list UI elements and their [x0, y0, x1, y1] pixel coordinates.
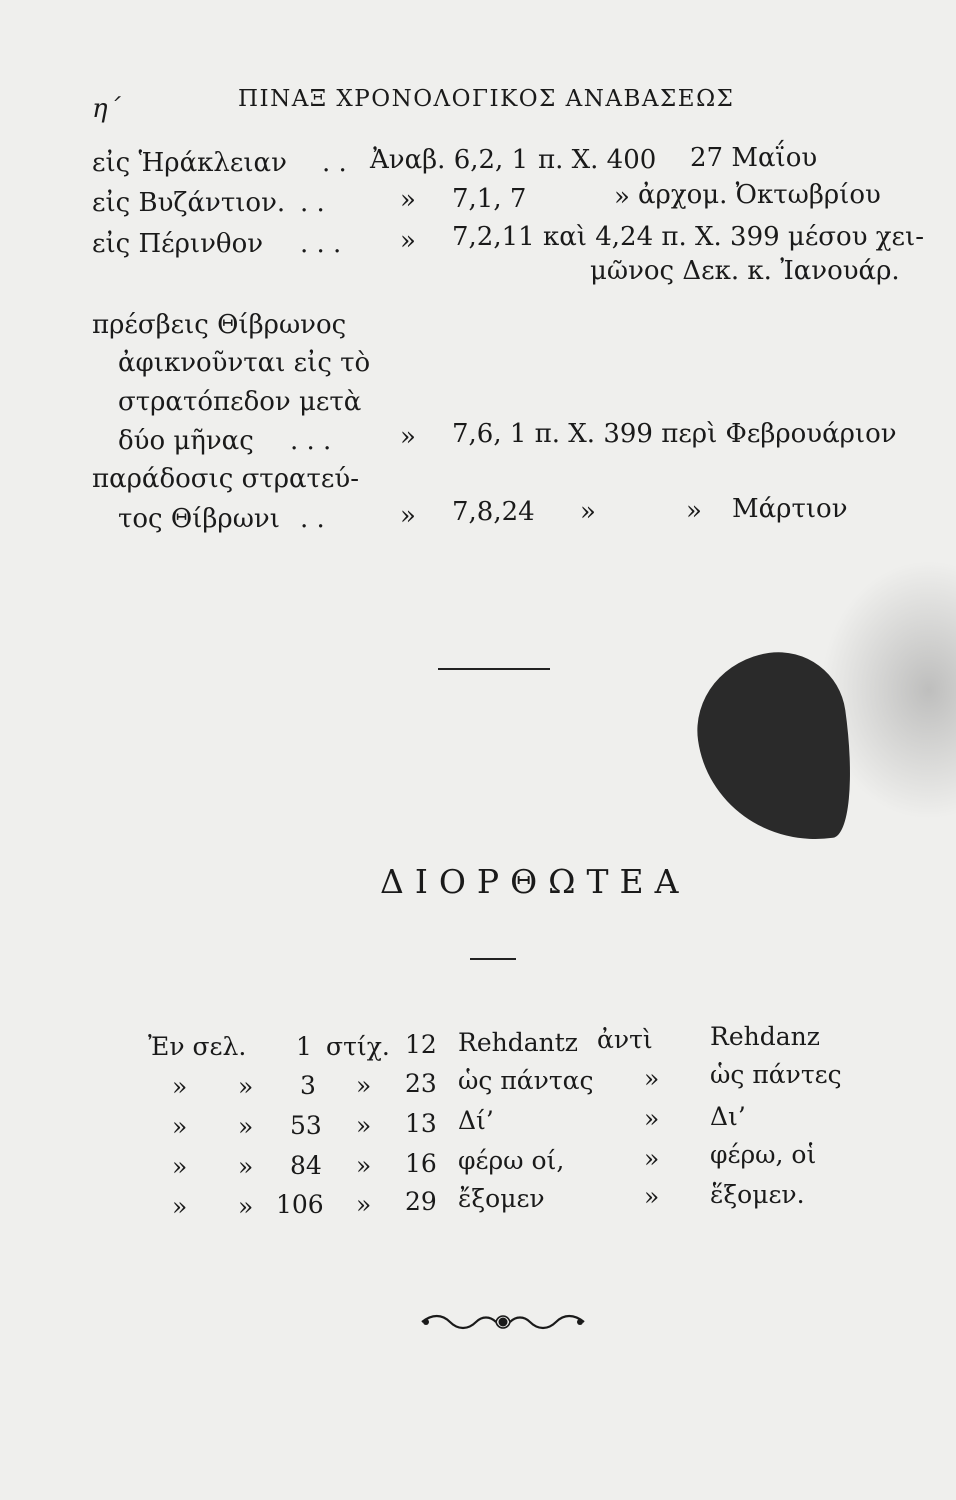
correct-reading: ἕξομεν. [710, 1180, 805, 1209]
chrono-ref: Ἀναβ. 6,2, 1 [370, 145, 529, 175]
ditto-mark: » [644, 1064, 660, 1093]
chrono-place: εἰς Ἡράκλειαν [92, 148, 287, 178]
anti-label: ἀντὶ [597, 1025, 653, 1054]
chrono-place-line: παράδοσις στρατεύ- [92, 464, 359, 494]
correct-reading: Rehdanz [710, 1022, 820, 1051]
correct-reading: ὡς πάντες [710, 1060, 842, 1089]
chrono-place-line: ἀφικνοῦνται εἰς τὸ [118, 348, 371, 378]
wrong-reading: Δί’ [458, 1106, 494, 1135]
col-line-label: στίχ. [326, 1032, 390, 1061]
chrono-ref: 7,1, 7 [452, 184, 527, 214]
ditto-mark: » [238, 1152, 254, 1181]
ditto-mark: » [172, 1152, 188, 1181]
wrong-reading: φέρω οί, [458, 1146, 565, 1175]
chrono-date-continued: μῶνος Δεκ. κ. Ἰανουάρ. [590, 256, 900, 286]
col-en: Ἐν σελ. [148, 1032, 247, 1061]
chrono-ref: 7,2,11 καὶ 4,24 π. Χ. 399 μέσου χει- [452, 222, 924, 252]
corr-page: 106 [276, 1190, 324, 1219]
chrono-place: εἰς Βυζάντιον. [92, 188, 286, 218]
correct-reading: φέρω, οἱ [710, 1140, 817, 1169]
ditto-mark: » [356, 1071, 372, 1100]
chrono-ref: 7,8,24 [452, 497, 535, 527]
ditto-mark: » [644, 1144, 660, 1173]
chrono-place-line: τος Θίβρωνι [118, 504, 280, 534]
ditto-mark: » [580, 497, 596, 527]
ditto-mark: » [614, 182, 630, 212]
wrong-reading: ὡς πάντας [458, 1066, 594, 1095]
chrono-place-line: δύο μῆνας [118, 426, 254, 456]
ditto-mark: » [356, 1151, 372, 1180]
corrigenda-title: ΔΙΟΡΘΩΤΕΑ [380, 862, 690, 901]
leader-dots: . . [322, 148, 347, 178]
ditto-mark: » [400, 422, 416, 452]
ditto-mark: » [238, 1112, 254, 1141]
ditto-mark: » [172, 1192, 188, 1221]
ditto-mark: » [400, 226, 416, 256]
ditto-mark: » [400, 185, 416, 215]
corr-page: 3 [300, 1071, 316, 1100]
ditto-mark: » [356, 1190, 372, 1219]
ditto-mark: » [356, 1111, 372, 1140]
corr-line: 13 [405, 1109, 437, 1138]
chrono-year: π. Χ. 400 [538, 145, 657, 175]
corr-line: 16 [405, 1149, 437, 1178]
ditto-mark: » [644, 1182, 660, 1211]
correct-reading: Δι’ [710, 1102, 746, 1131]
col-page: 1 [296, 1032, 312, 1061]
leader-dots: . . . [290, 426, 332, 456]
leader-dots: . . . [300, 229, 342, 259]
ditto-mark: » [400, 501, 416, 531]
corr-line: 23 [405, 1069, 437, 1098]
ditto-mark: » [172, 1112, 188, 1141]
corr-page: 53 [290, 1111, 322, 1140]
page-number: η΄ [92, 94, 121, 124]
chrono-date: ἀρχομ. Ὀκτωβρίου [638, 180, 881, 210]
leader-dots: . . [300, 188, 325, 218]
section-divider [438, 668, 550, 670]
chrono-place-line: πρέσβεις Θίβρωνος [92, 310, 347, 340]
ditto-mark: » [238, 1192, 254, 1221]
running-title: ΠΙΝΑΞ ΧΡΟΝΟΛΟΓΙΚΟΣ ΑΝΑΒΑΣΕΩΣ [238, 86, 735, 112]
chrono-place: εἰς Πέρινθον [92, 229, 264, 259]
wrong-reading: Rehdantz [458, 1028, 578, 1057]
ditto-mark: » [644, 1104, 660, 1133]
corr-line: 29 [405, 1187, 437, 1216]
chrono-date: Μάρτιον [732, 494, 848, 524]
ditto-mark: » [238, 1072, 254, 1101]
ditto-mark: » [172, 1072, 188, 1101]
ditto-mark: » [686, 496, 702, 526]
wrong-reading: ἔξομεν [458, 1184, 545, 1213]
title-underline [470, 958, 516, 960]
tailpiece-ornament [418, 1310, 588, 1338]
chrono-place-line: στρατόπεδον μετὰ [118, 387, 362, 417]
chrono-ref: 7,6, 1 π. Χ. 399 περὶ Φεβρουάριον [452, 419, 897, 449]
leader-dots: . . [300, 504, 325, 534]
col-line: 12 [405, 1030, 437, 1059]
chrono-date: 27 Μαΐου [690, 143, 818, 173]
corr-page: 84 [290, 1151, 322, 1180]
